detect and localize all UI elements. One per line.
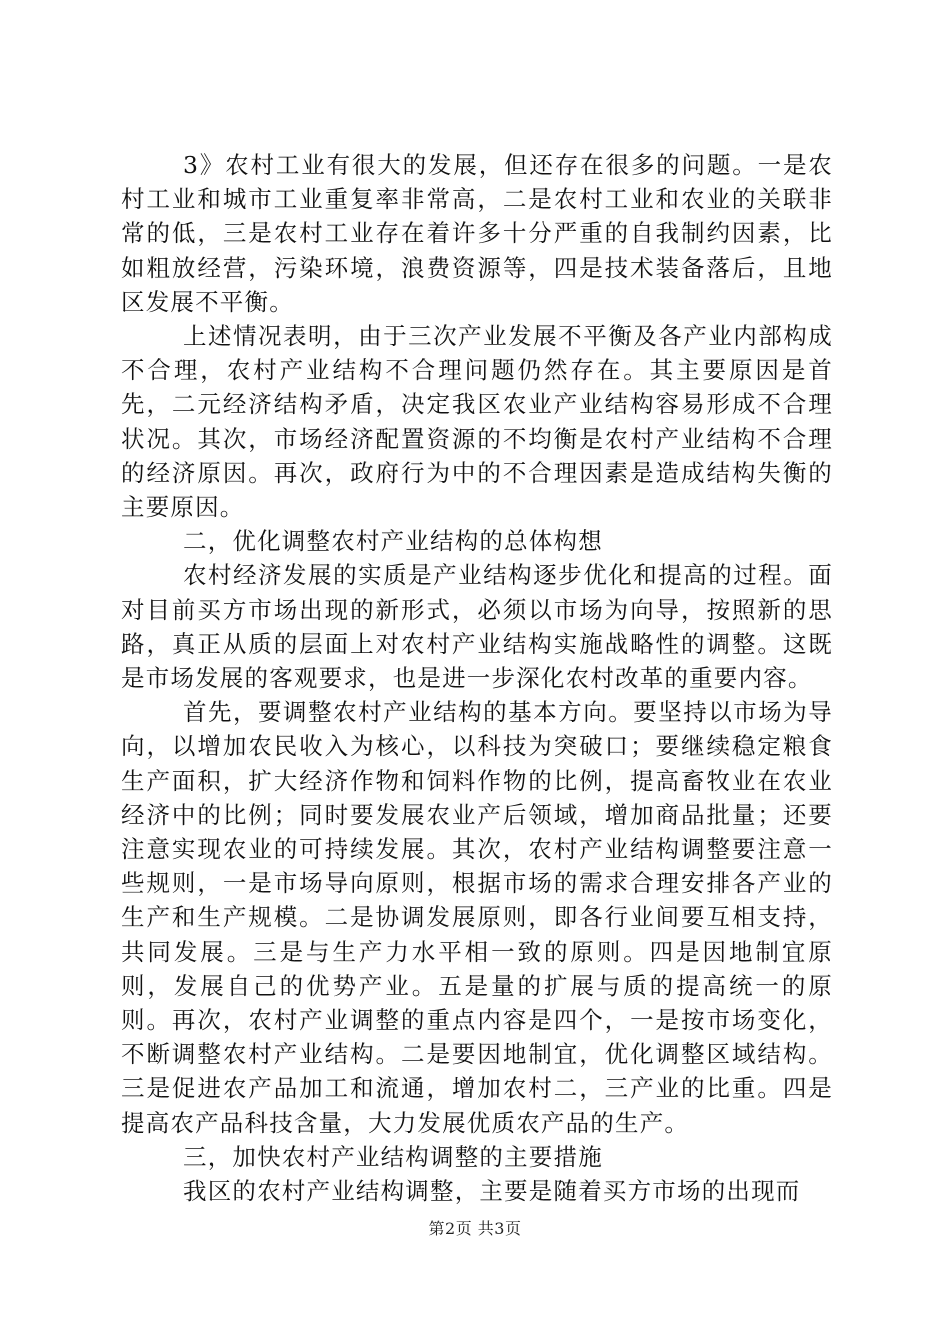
paragraph-adjustment-intro: 我区的农村产业结构调整，主要是随着买方市场的出现而 (183, 1177, 801, 1206)
paragraph-rural-industry-problems: 3》农村工业有很大的发展，但还存在很多的问题。一是农村工业和城市工业重复率非常高，二是农村工业和农业的关联非常的低，三是农村工业存在着许多十分严重的自我制约因素，比如粗放经营，污染环境，浪费资源等，四是技术装备落后，且地区发展不平衡。 (121, 151, 833, 316)
section-heading-overall-plan: 二，优化调整农村产业结构的总体构想 (183, 527, 603, 556)
document-body (121, 148, 833, 1208)
paragraph-situation-summary: 上述情况表明，由于三次产业发展不平衡及各产业内部构成不合理，农村产业结构不合理问题仍然存在。其主要原因是首先，二元经济结构矛盾，决定我区农业产业结构容易形成不合理状况。其次，市场经济配置资源的不均衡是农村产业结构不合理的经济原因。再次，政府行为中的不合理因素是造成结构失衡的主要原因。 (121, 322, 833, 522)
paragraph-adjustment-direction: 首先，要调整农村产业结构的基本方向。要坚持以市场为导向，以增加农民收入为核心，以科技为突破口；要继续稳定粮食生产面积，扩大经济作物和饲料作物的比例，提高畜牧业在农业经济中的比例；同时要发展农业产后领域，增加商品批量；还要注意实现农业的可持续发展。其次，农村产业结构调整要注意一些规则，一是市场导向原则，根据市场的需求合理安排各产业的生产和生产规模。二是协调发展原则，即各行业间要互相支持，共同发展。三是与生产力水平相一致的原则。四是因地制宜原则，发展自己的优势产业。五是量的扩展与质的提高统一的原则。再次，农村产业调整的重点内容是四个，一是按市场变化，不断调整农村产业结构。二是要因地制宜，优化调整区域结构。三是促进农产品加工和流通，增加农村二，三产业的比重。四是提高农产品科技含量，大力发展优质农产品的生产。 (121, 698, 833, 1137)
paragraph-economic-essence: 农村经济发展的实质是产业结构逐步优化和提高的过程。面对目前买方市场出现的新形式，必须以市场为向导，按照新的思路，真正从质的层面上对农村产业结构实施战略性的调整。这既是市场发展的客观要求，也是进一步深化农村改革的重要内容。 (121, 561, 833, 693)
section-heading-main-measures: 三，加快农村产业结构调整的主要措施 (183, 1142, 603, 1171)
page-number-footer: 第2页 共3页 (428, 1219, 522, 1238)
